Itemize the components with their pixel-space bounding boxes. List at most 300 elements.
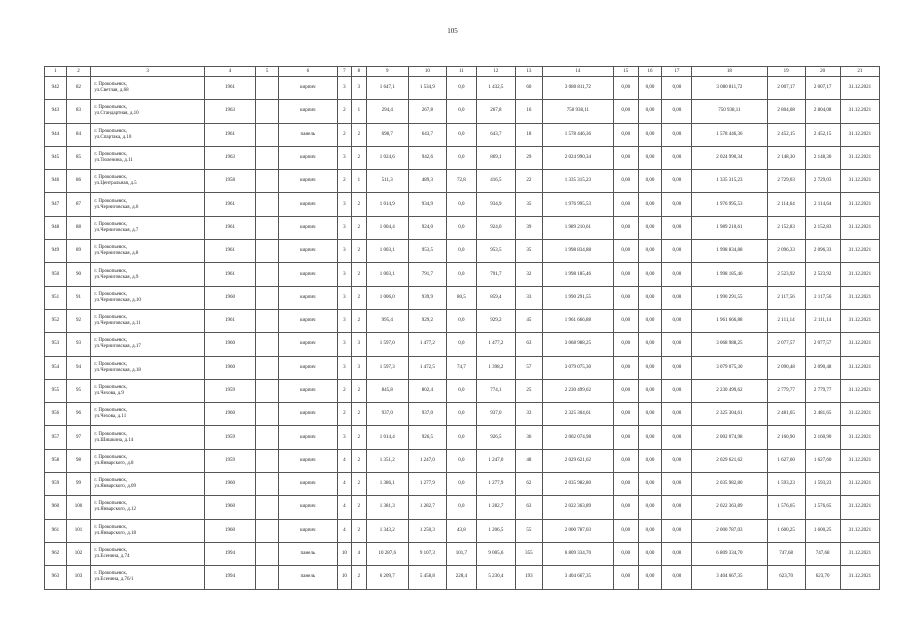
cell-c7: 3 bbox=[337, 263, 351, 286]
cell-c9: 1 014,4 bbox=[366, 426, 408, 449]
cell-c15: 0,00 bbox=[613, 240, 638, 263]
cell-year: 1960 bbox=[204, 286, 256, 309]
cell-c13: 35 bbox=[516, 193, 543, 216]
table-row bbox=[45, 309, 880, 332]
address-line: г. Прокопьевск, bbox=[94, 338, 128, 344]
cell-c11: 0,0 bbox=[446, 77, 476, 100]
address-cell bbox=[91, 193, 204, 216]
cell-c16: 0,00 bbox=[638, 309, 662, 332]
address-cell bbox=[91, 170, 204, 193]
cell-c9: 1 006,0 bbox=[366, 286, 408, 309]
cell-c18: 2 325 304,61 bbox=[692, 403, 767, 426]
cell-c13: 62 bbox=[516, 473, 543, 496]
cell-c1: 944 bbox=[45, 123, 67, 146]
cell-c18: 1 335 315,23 bbox=[692, 170, 767, 193]
address-cell bbox=[91, 403, 204, 426]
column-header: 8 bbox=[352, 67, 366, 77]
cell-c19: 2 804,08 bbox=[767, 100, 805, 123]
cell-c5 bbox=[256, 403, 279, 426]
cell-c17: 0,00 bbox=[662, 100, 692, 123]
column-header: 14 bbox=[542, 67, 613, 77]
cell-c12: 1 247,0 bbox=[476, 449, 515, 472]
cell-c1: 943 bbox=[45, 100, 67, 123]
address-line: г. Прокопьевск, bbox=[94, 524, 128, 530]
cell-c7: 3 bbox=[337, 216, 351, 239]
cell-material: кирпич bbox=[278, 77, 337, 100]
cell-c2: 93 bbox=[66, 333, 91, 356]
address-line: г. Прокопьевск, bbox=[94, 548, 128, 554]
cell-c19: 1 627,60 bbox=[767, 449, 805, 472]
address-cell bbox=[91, 100, 204, 123]
cell-material: кирпич bbox=[278, 333, 337, 356]
cell-year: 1960 bbox=[204, 333, 256, 356]
cell-year: 1961 bbox=[204, 193, 256, 216]
cell-c10: 802,4 bbox=[408, 379, 446, 402]
cell-c5 bbox=[256, 519, 279, 542]
cell-year: 1958 bbox=[204, 170, 256, 193]
cell-c1: 946 bbox=[45, 170, 67, 193]
address-cell bbox=[91, 333, 204, 356]
cell-c2: 90 bbox=[66, 263, 91, 286]
address-line: ул.Черниговская, д.17 bbox=[94, 344, 141, 350]
cell-c10: 1 282,7 bbox=[408, 496, 446, 519]
column-header: 4 bbox=[204, 67, 256, 77]
cell-c9: 1 014,9 bbox=[366, 193, 408, 216]
address-cell bbox=[91, 77, 204, 100]
cell-c7: 3 bbox=[337, 77, 351, 100]
cell-c1: 955 bbox=[45, 379, 67, 402]
cell-c21: 31.12.2021 bbox=[840, 403, 879, 426]
address-line: ул.Спартака, д.10 bbox=[94, 134, 132, 140]
cell-c14: 3 068 988,25 bbox=[542, 333, 613, 356]
cell-c2: 103 bbox=[66, 566, 91, 589]
cell-year: 1960 bbox=[204, 403, 256, 426]
cell-c8: 1 bbox=[352, 170, 366, 193]
address-line: ул.Черниговская, д.10 bbox=[94, 297, 141, 303]
cell-material: кирпич bbox=[278, 146, 337, 169]
cell-c14: 3 404 667,35 bbox=[542, 566, 613, 589]
cell-c20: 2 779,77 bbox=[805, 379, 840, 402]
table-row bbox=[45, 146, 880, 169]
cell-c7: 2 bbox=[337, 170, 351, 193]
cell-c16: 0,00 bbox=[638, 263, 662, 286]
address-line: г. Прокопьевск, bbox=[94, 454, 128, 460]
cell-c15: 0,00 bbox=[613, 542, 638, 565]
cell-c18: 3 080 811,72 bbox=[692, 77, 767, 100]
column-header: 15 bbox=[613, 67, 638, 77]
cell-c8: 4 bbox=[352, 542, 366, 565]
column-header: 2 bbox=[66, 67, 91, 77]
cell-c2: 102 bbox=[66, 542, 91, 565]
cell-material: панель bbox=[278, 123, 337, 146]
cell-material: панель bbox=[278, 542, 337, 565]
address-line: г. Прокопьевск, bbox=[94, 315, 128, 321]
cell-c1: 953 bbox=[45, 333, 67, 356]
address-cell bbox=[91, 240, 204, 263]
address-line: ул.Есенина, д.76/1 bbox=[94, 577, 134, 583]
cell-c13: 60 bbox=[516, 77, 543, 100]
cell-c10: 1 277,9 bbox=[408, 473, 446, 496]
cell-c17: 0,00 bbox=[662, 356, 692, 379]
cell-c10: 934,9 bbox=[408, 193, 446, 216]
cell-c8: 3 bbox=[352, 356, 366, 379]
cell-c1: 957 bbox=[45, 426, 67, 449]
address-line: ул.Есенина, д.74 bbox=[94, 554, 130, 560]
cell-c15: 0,00 bbox=[613, 309, 638, 332]
cell-c16: 0,00 bbox=[638, 170, 662, 193]
cell-year: 1963 bbox=[204, 146, 256, 169]
cell-c8: 1 bbox=[352, 100, 366, 123]
cell-c12: 1 398,2 bbox=[476, 356, 515, 379]
cell-c16: 0,00 bbox=[638, 240, 662, 263]
cell-c17: 0,00 bbox=[662, 473, 692, 496]
cell-material: кирпич bbox=[278, 286, 337, 309]
cell-c7: 10 bbox=[337, 566, 351, 589]
cell-c21: 31.12.2021 bbox=[840, 449, 879, 472]
cell-c12: 791,7 bbox=[476, 263, 515, 286]
address-cell bbox=[91, 426, 204, 449]
cell-c19: 2 114,64 bbox=[767, 193, 805, 216]
address-line: ул.Черниговская, д.6 bbox=[94, 204, 139, 210]
cell-material: кирпич bbox=[278, 263, 337, 286]
cell-c11: 0,0 bbox=[446, 333, 476, 356]
address-line: г. Прокопьевск, bbox=[94, 361, 128, 367]
table-row bbox=[45, 426, 880, 449]
cell-c2: 100 bbox=[66, 496, 91, 519]
cell-c20: 2 452,15 bbox=[805, 123, 840, 146]
cell-c20: 2 148,30 bbox=[805, 146, 840, 169]
cell-c17: 0,00 bbox=[662, 216, 692, 239]
cell-c11: 80,5 bbox=[446, 286, 476, 309]
cell-c15: 0,00 bbox=[613, 77, 638, 100]
cell-c19: 2 160,90 bbox=[767, 426, 805, 449]
table-row bbox=[45, 77, 880, 100]
cell-c15: 0,00 bbox=[613, 519, 638, 542]
cell-c14: 2 029 621,62 bbox=[542, 449, 613, 472]
address-line: г. Прокопьевск, bbox=[94, 245, 128, 251]
cell-c17: 0,00 bbox=[662, 146, 692, 169]
cell-c13: 355 bbox=[516, 542, 543, 565]
cell-c10: 1 250,3 bbox=[408, 519, 446, 542]
cell-c15: 0,00 bbox=[613, 449, 638, 472]
cell-c12: 1 432,5 bbox=[476, 77, 515, 100]
cell-c5 bbox=[256, 193, 279, 216]
cell-c12: 9 005,6 bbox=[476, 542, 515, 565]
cell-c13: 63 bbox=[516, 333, 543, 356]
cell-c12: 1 277,9 bbox=[476, 473, 515, 496]
cell-year: 1961 bbox=[204, 309, 256, 332]
cell-c19: 1 576,65 bbox=[767, 496, 805, 519]
cell-c14: 1 998 834,88 bbox=[542, 240, 613, 263]
cell-c20: 1 593,23 bbox=[805, 473, 840, 496]
cell-c16: 0,00 bbox=[638, 146, 662, 169]
cell-c1: 947 bbox=[45, 193, 67, 216]
cell-c17: 0,00 bbox=[662, 449, 692, 472]
cell-c8: 3 bbox=[352, 77, 366, 100]
column-header: 5 bbox=[256, 67, 279, 77]
address-line: г. Прокопьевск, bbox=[94, 385, 128, 390]
cell-c10: 924,0 bbox=[408, 216, 446, 239]
cell-c15: 0,00 bbox=[613, 286, 638, 309]
cell-c5 bbox=[256, 426, 279, 449]
cell-c7: 3 bbox=[337, 240, 351, 263]
cell-c12: 267,8 bbox=[476, 100, 515, 123]
cell-c18: 750 938,11 bbox=[692, 100, 767, 123]
cell-c2: 83 bbox=[66, 100, 91, 123]
cell-c2: 101 bbox=[66, 519, 91, 542]
cell-c13: 48 bbox=[516, 449, 543, 472]
cell-c20: 2 729,03 bbox=[805, 170, 840, 193]
cell-c5 bbox=[256, 216, 279, 239]
address-cell bbox=[91, 356, 204, 379]
cell-c14: 1 976 995,53 bbox=[542, 193, 613, 216]
cell-c21: 31.12.2021 bbox=[840, 473, 879, 496]
cell-c16: 0,00 bbox=[638, 542, 662, 565]
cell-material: кирпич bbox=[278, 473, 337, 496]
cell-c13: 39 bbox=[516, 216, 543, 239]
cell-c2: 89 bbox=[66, 240, 91, 263]
cell-c1: 960 bbox=[45, 496, 67, 519]
cell-c21: 31.12.2021 bbox=[840, 193, 879, 216]
address-line: г. Прокопьевск, bbox=[94, 478, 128, 484]
cell-c13: 33 bbox=[516, 286, 543, 309]
cell-c19: 2 452,15 bbox=[767, 123, 805, 146]
cell-c1: 958 bbox=[45, 449, 67, 472]
cell-c17: 0,00 bbox=[662, 309, 692, 332]
address-line: г. Прокопьевск, bbox=[94, 175, 128, 181]
cell-c5 bbox=[256, 77, 279, 100]
cell-c18: 1 976 995,53 bbox=[692, 193, 767, 216]
cell-c11: 0,0 bbox=[446, 403, 476, 426]
cell-c2: 99 bbox=[66, 473, 91, 496]
cell-c17: 0,00 bbox=[662, 240, 692, 263]
cell-c20: 747,68 bbox=[805, 542, 840, 565]
table-row bbox=[45, 566, 880, 589]
cell-c14: 1 578 446,36 bbox=[542, 123, 613, 146]
address-line: ул.Чехова, д.9 bbox=[94, 391, 124, 396]
cell-c20: 2 523,92 bbox=[805, 263, 840, 286]
cell-c12: 926,5 bbox=[476, 426, 515, 449]
address-cell bbox=[91, 146, 204, 169]
cell-c13: 33 bbox=[516, 403, 543, 426]
cell-c12: 953,5 bbox=[476, 240, 515, 263]
cell-c21: 31.12.2021 bbox=[840, 566, 879, 589]
cell-c5 bbox=[256, 379, 279, 402]
cell-c13: 193 bbox=[516, 566, 543, 589]
cell-year: 1961 bbox=[204, 216, 256, 239]
cell-material: кирпич bbox=[278, 519, 337, 542]
table-row bbox=[45, 123, 880, 146]
cell-c11: 43,8 bbox=[446, 519, 476, 542]
cell-c7: 2 bbox=[337, 123, 351, 146]
cell-c18: 1 961 666,88 bbox=[692, 309, 767, 332]
cell-c8: 2 bbox=[352, 379, 366, 402]
address-line: ул.Черниговская, д.7 bbox=[94, 227, 139, 233]
cell-c2: 84 bbox=[66, 123, 91, 146]
cell-c1: 945 bbox=[45, 146, 67, 169]
cell-c16: 0,00 bbox=[638, 473, 662, 496]
cell-c1: 956 bbox=[45, 403, 67, 426]
column-header: 7 bbox=[337, 67, 351, 77]
cell-c10: 939,9 bbox=[408, 286, 446, 309]
address-cell bbox=[91, 449, 204, 472]
cell-c5 bbox=[256, 473, 279, 496]
cell-c21: 31.12.2021 bbox=[840, 146, 879, 169]
cell-c17: 0,00 bbox=[662, 566, 692, 589]
address-line: г. Прокопьевск, bbox=[94, 501, 128, 507]
cell-c5 bbox=[256, 496, 279, 519]
address-line: г. Прокопьевск, bbox=[94, 128, 128, 134]
cell-year: 1960 bbox=[204, 519, 256, 542]
cell-c17: 0,00 bbox=[662, 496, 692, 519]
address-line: ул.Чехова, д.11 bbox=[94, 414, 127, 420]
cell-c12: 869,1 bbox=[476, 146, 515, 169]
cell-c18: 2 024 990,34 bbox=[692, 146, 767, 169]
address-line: г. Прокопьевск, bbox=[94, 571, 128, 577]
table-row bbox=[45, 356, 880, 379]
cell-c12: 643,7 bbox=[476, 123, 515, 146]
cell-c5 bbox=[256, 356, 279, 379]
cell-c20: 2 160,90 bbox=[805, 426, 840, 449]
address-cell bbox=[91, 542, 204, 565]
column-header: 13 bbox=[516, 67, 543, 77]
cell-c16: 0,00 bbox=[638, 77, 662, 100]
cell-c11: 0,0 bbox=[446, 426, 476, 449]
cell-c8: 2 bbox=[352, 123, 366, 146]
cell-c8: 2 bbox=[352, 146, 366, 169]
address-line: г. Прокопьевск, bbox=[94, 198, 128, 204]
cell-c18: 3 079 075,30 bbox=[692, 356, 767, 379]
cell-c10: 1 247,0 bbox=[408, 449, 446, 472]
cell-c14: 1 990 291,55 bbox=[542, 286, 613, 309]
cell-material: кирпич bbox=[278, 309, 337, 332]
cell-c11: 0,0 bbox=[446, 473, 476, 496]
table-row bbox=[45, 216, 880, 239]
cell-material: кирпич bbox=[278, 449, 337, 472]
cell-c17: 0,00 bbox=[662, 542, 692, 565]
cell-c16: 0,00 bbox=[638, 519, 662, 542]
cell-c7: 2 bbox=[337, 379, 351, 402]
cell-c16: 0,00 bbox=[638, 379, 662, 402]
address-line: ул.Центральная, д.5 bbox=[94, 181, 137, 187]
cell-year: 1959 bbox=[204, 449, 256, 472]
column-header: 16 bbox=[638, 67, 662, 77]
cell-c14: 6 809 334,70 bbox=[542, 542, 613, 565]
cell-c12: 1 282,7 bbox=[476, 496, 515, 519]
cell-material: кирпич bbox=[278, 356, 337, 379]
column-header: 10 bbox=[408, 67, 446, 77]
cell-material: кирпич bbox=[278, 170, 337, 193]
address-line: ул.Январского, д.09 bbox=[94, 484, 137, 490]
cell-c16: 0,00 bbox=[638, 403, 662, 426]
cell-year: 1961 bbox=[204, 77, 256, 100]
address-line: ул.Январского, д.18 bbox=[94, 530, 137, 536]
cell-c18: 6 809 334,70 bbox=[692, 542, 767, 565]
table-row bbox=[45, 263, 880, 286]
cell-c8: 2 bbox=[352, 309, 366, 332]
cell-c7: 4 bbox=[337, 473, 351, 496]
address-line: ул.Тюленина, д.11 bbox=[94, 158, 133, 164]
cell-c2: 88 bbox=[66, 216, 91, 239]
cell-c18: 2 002 074,98 bbox=[692, 426, 767, 449]
cell-c11: 0,0 bbox=[446, 240, 476, 263]
cell-c21: 31.12.2021 bbox=[840, 100, 879, 123]
cell-c17: 0,00 bbox=[662, 519, 692, 542]
cell-c19: 2 481,65 bbox=[767, 403, 805, 426]
cell-c21: 31.12.2021 bbox=[840, 519, 879, 542]
cell-c15: 0,00 bbox=[613, 403, 638, 426]
cell-year: 1961 bbox=[204, 123, 256, 146]
cell-c12: 929,2 bbox=[476, 309, 515, 332]
cell-c14: 2 002 074,98 bbox=[542, 426, 613, 449]
cell-c14: 750 938,11 bbox=[542, 100, 613, 123]
cell-c21: 31.12.2021 bbox=[840, 356, 879, 379]
cell-material: кирпич bbox=[278, 240, 337, 263]
cell-c10: 929,2 bbox=[408, 309, 446, 332]
address-line: ул.Черниговская, д.11 bbox=[94, 321, 141, 327]
table-row bbox=[45, 449, 880, 472]
cell-c11: 0,0 bbox=[446, 496, 476, 519]
address-cell bbox=[91, 286, 204, 309]
cell-c14: 2 035 982,80 bbox=[542, 473, 613, 496]
cell-c9: 1 597,0 bbox=[366, 333, 408, 356]
cell-c2: 97 bbox=[66, 426, 91, 449]
address-cell bbox=[91, 263, 204, 286]
cell-c17: 0,00 bbox=[662, 263, 692, 286]
cell-c18: 2 230 499,62 bbox=[692, 379, 767, 402]
cell-c9: 1 647,1 bbox=[366, 77, 408, 100]
cell-c16: 0,00 bbox=[638, 286, 662, 309]
cell-c10: 942,6 bbox=[408, 146, 446, 169]
cell-c21: 31.12.2021 bbox=[840, 123, 879, 146]
cell-c7: 3 bbox=[337, 286, 351, 309]
cell-c11: 0,0 bbox=[446, 193, 476, 216]
address-line: г. Прокопьевск, bbox=[94, 431, 128, 437]
cell-c18: 1 990 291,55 bbox=[692, 286, 767, 309]
cell-c21: 31.12.2021 bbox=[840, 286, 879, 309]
cell-c17: 0,00 bbox=[662, 193, 692, 216]
cell-c17: 0,00 bbox=[662, 286, 692, 309]
cell-material: кирпич bbox=[278, 379, 337, 402]
cell-c11: 0,0 bbox=[446, 379, 476, 402]
header-row bbox=[45, 67, 880, 77]
cell-c14: 3 079 075,30 bbox=[542, 356, 613, 379]
cell-c8: 2 bbox=[352, 449, 366, 472]
column-header: 12 bbox=[476, 67, 515, 77]
cell-c17: 0,00 bbox=[662, 403, 692, 426]
cell-c1: 948 bbox=[45, 216, 67, 239]
cell-material: панель bbox=[278, 566, 337, 589]
cell-c9: 845,8 bbox=[366, 379, 408, 402]
cell-material: кирпич bbox=[278, 193, 337, 216]
address-line: г. Прокопьевск, bbox=[94, 221, 128, 227]
cell-c18: 2 035 982,80 bbox=[692, 473, 767, 496]
cell-c20: 1 576,65 bbox=[805, 496, 840, 519]
cell-c2: 85 bbox=[66, 146, 91, 169]
cell-c5 bbox=[256, 123, 279, 146]
cell-c13: 55 bbox=[516, 519, 543, 542]
cell-c17: 0,00 bbox=[662, 379, 692, 402]
cell-c13: 25 bbox=[516, 379, 543, 402]
address-line: ул.Январского, д.8 bbox=[94, 460, 134, 466]
column-header: 21 bbox=[840, 67, 879, 77]
cell-c13: 45 bbox=[516, 309, 543, 332]
cell-c1: 954 bbox=[45, 356, 67, 379]
cell-c8: 2 bbox=[352, 496, 366, 519]
cell-c15: 0,00 bbox=[613, 193, 638, 216]
cell-c7: 4 bbox=[337, 519, 351, 542]
address-line: г. Прокопьевск, bbox=[94, 105, 128, 111]
